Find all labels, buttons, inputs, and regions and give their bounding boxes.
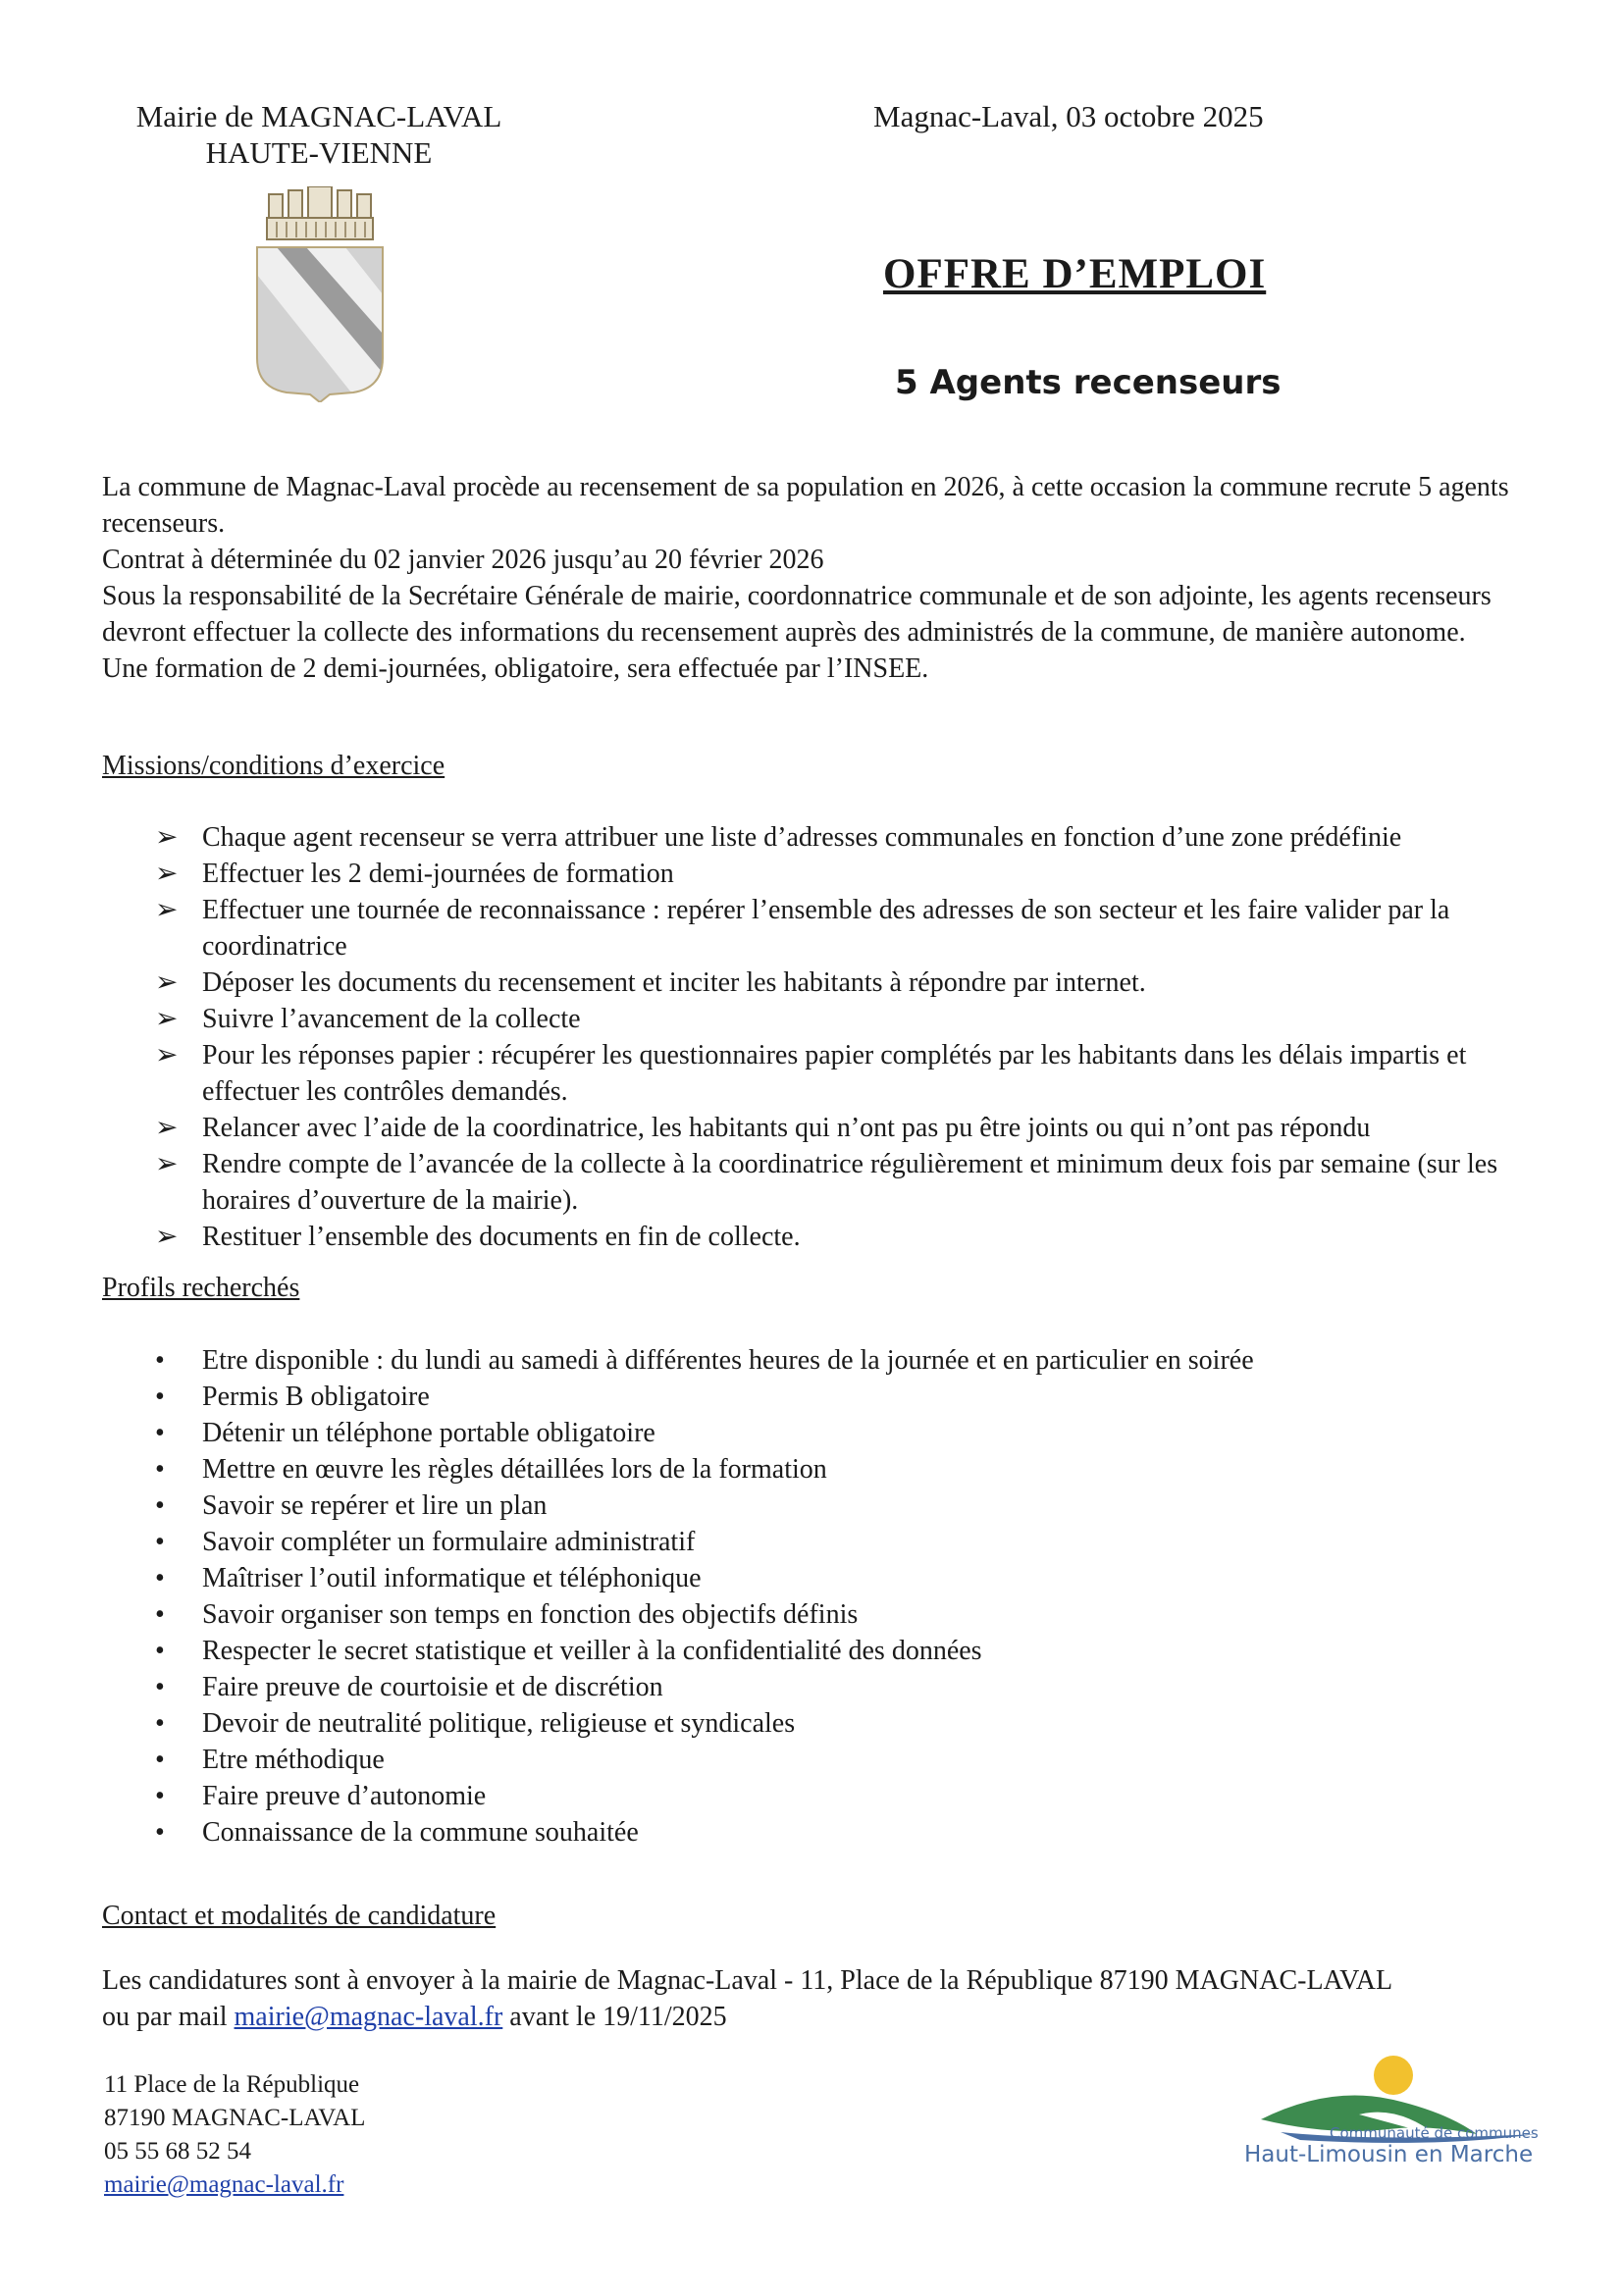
- arrow-bullet-icon: ➢: [155, 967, 179, 998]
- list-item: ➢ Relancer avec l’aide de la coordinatrice, les habitants qui n’ont pas pu être joints ou qui n’ont pas répondu: [155, 1110, 1548, 1146]
- arrow-bullet-icon: ➢: [155, 1222, 179, 1252]
- list-item: • Connaissance de la commune souhaitée: [155, 1814, 1548, 1851]
- intro-text: [102, 469, 1544, 687]
- bullet-icon: •: [155, 1672, 165, 1702]
- contact-heading: Contact et modalités de candidature: [102, 1901, 497, 1931]
- bullet-icon: •: [155, 1636, 165, 1666]
- contact-email-link[interactable]: mairie@magnac-laval.fr: [234, 2002, 503, 2032]
- bullet-icon: •: [155, 1454, 165, 1485]
- intro-paragraph: Sous la responsabilité de la Secrétaire Générale de mairie, coordonnatrice communale et de son adjointe, les agents recenseurs devront effectuer la collecte des informations du recensement auprès des administrés de la commune, de manière autonome.: [102, 581, 1492, 648]
- list-item: ➢ Restituer l’ensemble des documents en fin de collecte.: [155, 1219, 1548, 1255]
- intro-paragraph: Une formation de 2 demi-journées, obligatoire, sera effectuée par l’INSEE.: [102, 653, 929, 684]
- list-item: • Savoir compléter un formulaire administratif: [155, 1524, 1548, 1560]
- list-item: ➢ Pour les réponses papier : récupérer les questionnaires papier complétés par les habitants dans les délais impartis et effectuer les contrôles demandés.: [155, 1037, 1548, 1110]
- list-item: ➢ Chaque agent recenseur se verra attribuer une liste d’adresses communales en fonction d’une zone prédéfinie: [155, 819, 1548, 856]
- list-item: ➢ Effectuer une tournée de reconnaissance : repérer l’ensemble des adresses de son secteur et les faire valider par la coordinatrice: [155, 892, 1548, 965]
- list-item: • Savoir organiser son temps en fonction des objectifs définis: [155, 1596, 1548, 1633]
- arrow-bullet-icon: ➢: [155, 895, 179, 925]
- logo-line-2: Haut-Limousin en Marche: [1244, 2142, 1534, 2167]
- list-item: ➢ Rendre compte de l’avancée de la collecte à la coordinatrice régulièrement et minimum deux fois par semaine (sur les horaires d’ouverture de la mairie).: [155, 1146, 1548, 1219]
- coat-of-arms-icon: [247, 186, 393, 402]
- logo-line-1: Communauté de communes: [1330, 2124, 1539, 2142]
- list-item: ➢ Effectuer les 2 demi-journées de formation: [155, 856, 1548, 892]
- arrow-bullet-icon: ➢: [155, 1113, 179, 1143]
- list-item: • Faire preuve d’autonomie: [155, 1778, 1548, 1814]
- bullet-icon: •: [155, 1817, 165, 1848]
- list-item: • Faire preuve de courtoisie et de discrétion: [155, 1669, 1548, 1705]
- letter-date: Magnac-Laval, 03 octobre 2025: [873, 99, 1264, 133]
- list-item: • Savoir se repérer et lire un plan: [155, 1487, 1548, 1524]
- mairie-name: Mairie de MAGNAC-LAVAL: [135, 99, 502, 133]
- arrow-bullet-icon: ➢: [155, 1149, 179, 1179]
- bullet-icon: •: [155, 1708, 165, 1739]
- intro-paragraph: La commune de Magnac-Laval procède au recensement de sa population en 2026, à cette occasion la commune recrute 5 agents recenseurs.: [102, 472, 1509, 539]
- bullet-icon: •: [155, 1527, 165, 1557]
- list-item: • Maîtriser l’outil informatique et téléphonique: [155, 1560, 1548, 1596]
- bullet-icon: •: [155, 1418, 165, 1448]
- bullet-icon: •: [155, 1345, 165, 1376]
- arrow-bullet-icon: ➢: [155, 1004, 179, 1034]
- profils-heading: Profils recherchés: [102, 1273, 300, 1303]
- mairie-department: HAUTE-VIENNE: [205, 135, 433, 170]
- profils-list: [155, 1342, 1548, 1851]
- intro-paragraph: Contrat à déterminée du 02 janvier 2026 jusqu’au 20 février 2026: [102, 545, 824, 575]
- bullet-icon: •: [155, 1599, 165, 1630]
- list-item: • Respecter le secret statistique et veiller à la confidentialité des données: [155, 1633, 1548, 1669]
- footer-address: [104, 2068, 365, 2202]
- arrow-bullet-icon: ➢: [155, 859, 179, 889]
- missions-heading: Missions/conditions d’exercice: [102, 751, 445, 781]
- page-subtitle: 5 Agents recenseurs: [895, 363, 1282, 402]
- list-item: ➢ Déposer les documents du recensement et inciter les habitants à répondre par internet.: [155, 965, 1548, 1001]
- footer-city: 87190 MAGNAC-LAVAL: [104, 2105, 366, 2131]
- missions-list: [155, 819, 1548, 1255]
- contact-text: [102, 1962, 1574, 2035]
- arrow-bullet-icon: ➢: [155, 822, 179, 853]
- list-item: • Permis B obligatoire: [155, 1379, 1548, 1415]
- arrow-bullet-icon: ➢: [155, 1040, 179, 1070]
- footer-email-link[interactable]: mairie@magnac-laval.fr: [104, 2171, 344, 2198]
- bullet-icon: •: [155, 1563, 165, 1593]
- contact-line: ou par mail mairie@magnac-laval.fr avant le 19/11/2025: [102, 2002, 727, 2032]
- list-item: • Mettre en œuvre les règles détaillées lors de la formation: [155, 1451, 1548, 1487]
- bullet-icon: •: [155, 1382, 165, 1412]
- list-item: ➢ Suivre l’avancement de la collecte: [155, 1001, 1548, 1037]
- page-title: OFFRE D’EMPLOI: [883, 251, 1267, 297]
- bullet-icon: •: [155, 1745, 165, 1775]
- bullet-icon: •: [155, 1781, 165, 1811]
- contact-line: Les candidatures sont à envoyer à la mairie de Magnac-Laval - 11, Place de la République 87190 MAGNAC-LAVAL: [102, 1965, 1393, 1996]
- list-item: • Etre disponible : du lundi au samedi à différentes heures de la journée et en particulier en soirée: [155, 1342, 1548, 1379]
- footer-phone: 05 55 68 52 54: [104, 2138, 251, 2165]
- mairie-header: [98, 98, 540, 171]
- bullet-icon: •: [155, 1490, 165, 1521]
- footer-street: 11 Place de la République: [104, 2071, 360, 2098]
- list-item: • Détenir un téléphone portable obligatoire: [155, 1415, 1548, 1451]
- list-item: • Etre méthodique: [155, 1742, 1548, 1778]
- list-item: • Devoir de neutralité politique, religieuse et syndicales: [155, 1705, 1548, 1742]
